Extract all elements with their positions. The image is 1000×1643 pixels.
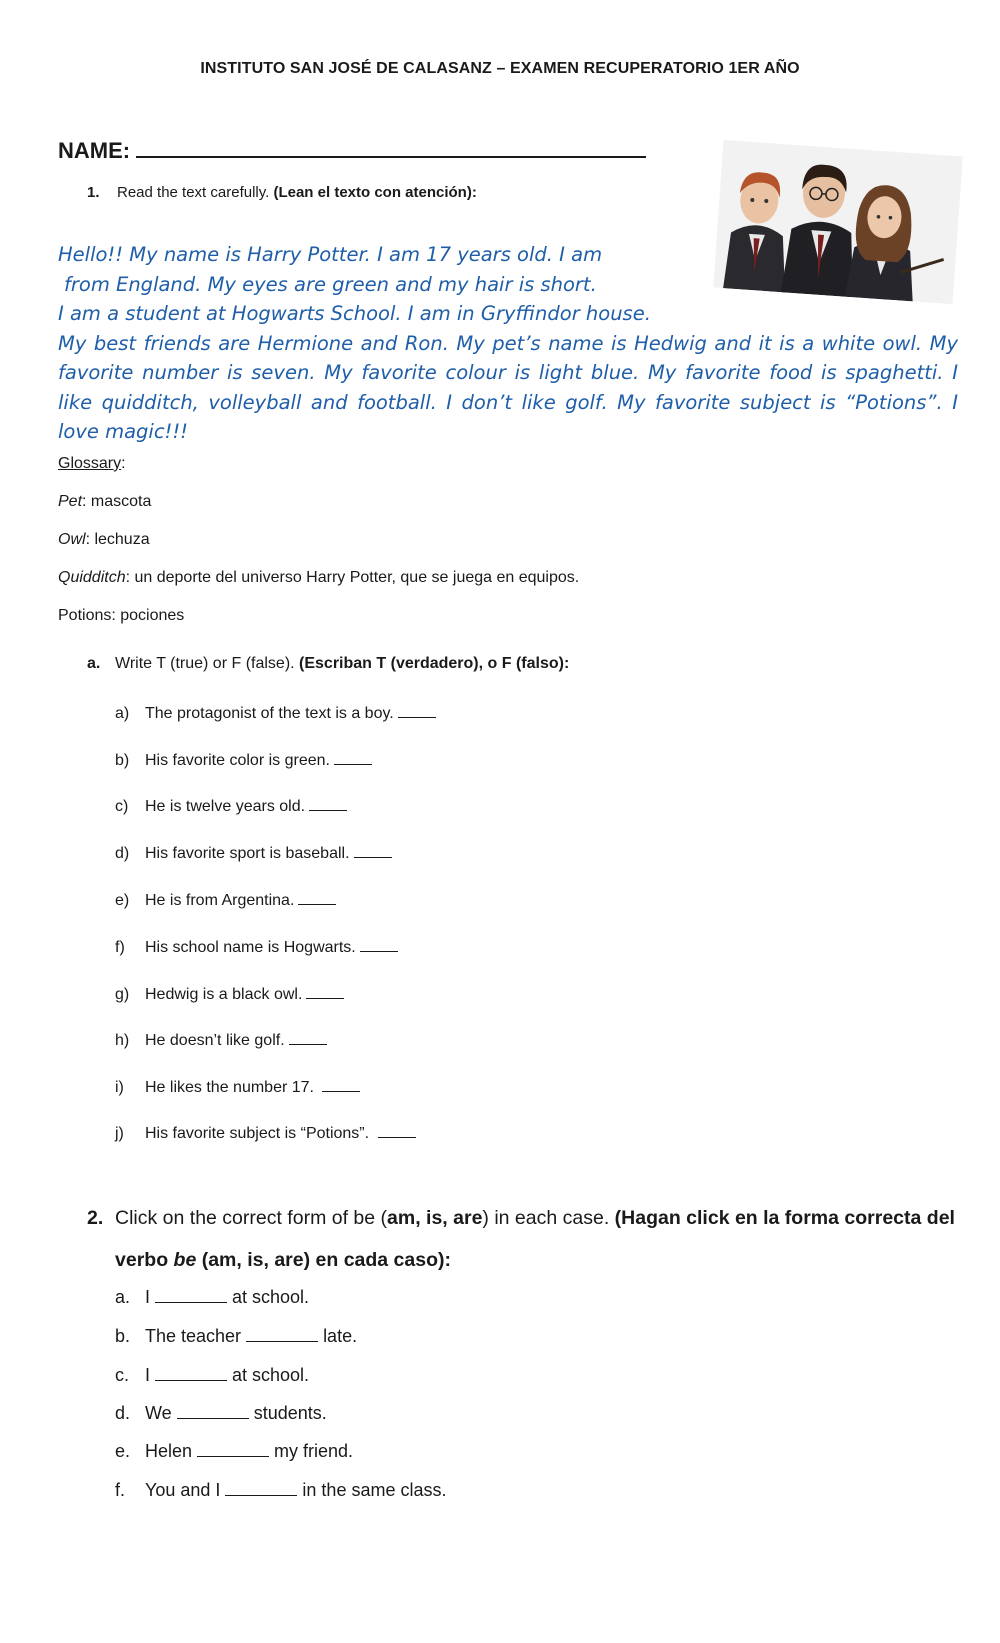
- fill-item-d: [115, 1403, 327, 1424]
- fill-item-after: late.: [323, 1326, 358, 1346]
- tf-answer-blank[interactable]: [398, 705, 436, 718]
- fill-item-letter: c.: [115, 1365, 130, 1385]
- name-label: NAME:: [58, 138, 131, 163]
- verb-answer-blank[interactable]: [246, 1327, 318, 1342]
- glossary-definition: : un deporte del universo Harry Potter, que se juega en equipos.: [125, 569, 580, 586]
- fill-item-a: [115, 1287, 309, 1308]
- fill-item-before: I: [145, 1365, 151, 1385]
- verb-answer-blank[interactable]: [155, 1366, 227, 1381]
- tf-item-h: [115, 1032, 327, 1050]
- tf-item-letter: h): [115, 1032, 130, 1049]
- fill-item-before: Helen: [145, 1441, 193, 1461]
- tf-item-text: He doesn’t like golf.: [145, 1032, 285, 1049]
- q2-text-es-part: (am, is, are) en cada caso):: [196, 1249, 451, 1271]
- tf-answer-blank[interactable]: [378, 1125, 416, 1138]
- tf-item-j: [115, 1125, 416, 1143]
- reading-text: [58, 240, 958, 447]
- fill-item-e: [115, 1441, 353, 1462]
- tf-answer-blank[interactable]: [309, 798, 347, 811]
- glossary-heading-text: Glossary: [58, 455, 122, 472]
- glossary-item-potions: Potions: pociones: [58, 607, 185, 624]
- fill-item-after: at school.: [232, 1287, 310, 1307]
- tf-item-c: [115, 798, 347, 816]
- q2-verb-be: be: [173, 1249, 197, 1271]
- tf-answer-blank[interactable]: [322, 1079, 360, 1092]
- q2-text-part: Click on the correct form of be (: [115, 1207, 388, 1229]
- tf-item-text: The protagonist of the text is a boy.: [145, 705, 394, 722]
- tf-item-text: His favorite sport is baseball.: [145, 845, 350, 862]
- tf-answer-blank[interactable]: [360, 939, 398, 952]
- glossary-term: Owl: [58, 531, 86, 548]
- tf-item-f: [115, 939, 398, 957]
- fill-item-before: You and I: [145, 1480, 221, 1500]
- tf-item-g: [115, 986, 344, 1004]
- tf-answer-blank[interactable]: [289, 1032, 327, 1045]
- glossary-definition: : lechuza: [85, 531, 150, 548]
- page-title: INSTITUTO SAN JOSÉ DE CALASANZ – EXAMEN RECUPERATORIO 1ER AÑO: [200, 60, 800, 77]
- fill-item-b: [115, 1326, 357, 1347]
- verb-answer-blank[interactable]: [177, 1404, 249, 1419]
- tf-item-letter: b): [115, 752, 130, 769]
- tf-item-text: He is from Argentina.: [145, 892, 295, 909]
- question-1-text-es: (Lean el texto con atención):: [273, 184, 477, 201]
- tf-answer-blank[interactable]: [298, 892, 336, 905]
- task-a-text-es: (Escriban T (verdadero), o F (falso):: [299, 655, 570, 672]
- question-1-instruction: [87, 184, 477, 201]
- name-field: [58, 136, 646, 164]
- task-a-number: a.: [87, 655, 101, 672]
- question-1-text: Read the text carefully.: [117, 184, 274, 201]
- verb-answer-blank[interactable]: [155, 1288, 227, 1303]
- fill-item-after: my friend.: [274, 1441, 354, 1461]
- glossary-colon: :: [121, 455, 126, 472]
- tf-item-text: Hedwig is a black owl.: [145, 986, 303, 1003]
- glossary-definition: : mascota: [82, 493, 152, 510]
- reading-line-2: from England. My eyes are green and my hair is short.: [64, 272, 597, 296]
- verb-answer-blank[interactable]: [225, 1481, 297, 1496]
- glossary-item-pet: [58, 493, 151, 511]
- tf-item-e: [115, 892, 336, 910]
- question-2-instruction: [87, 1197, 967, 1281]
- glossary-heading: [58, 455, 126, 473]
- tf-item-text: His favorite subject is “Potions”.: [145, 1125, 374, 1142]
- fill-item-letter: b.: [115, 1326, 131, 1346]
- fill-item-before: I: [145, 1287, 151, 1307]
- question-2-text: [115, 1197, 967, 1281]
- fill-item-f: [115, 1480, 446, 1501]
- fill-item-before: The teacher: [145, 1326, 242, 1346]
- tf-item-text: His school name is Hogwarts.: [145, 939, 356, 956]
- tf-item-letter: c): [115, 798, 129, 815]
- question-2-number: 2.: [87, 1207, 104, 1229]
- reading-line-1: Hello!! My name is Harry Potter. I am 17 years old. I am: [58, 243, 603, 266]
- tf-item-text: He is twelve years old.: [145, 798, 306, 815]
- fill-item-c: [115, 1365, 309, 1386]
- fill-item-letter: e.: [115, 1441, 131, 1461]
- tf-item-text: His favorite color is green.: [145, 752, 330, 769]
- task-a-instruction: [87, 655, 569, 673]
- tf-answer-blank[interactable]: [306, 986, 344, 999]
- tf-item-text: He likes the number 17.: [145, 1079, 319, 1096]
- tf-item-letter: e): [115, 892, 130, 909]
- tf-item-letter: d): [115, 845, 130, 862]
- q2-text-part: ) in each case.: [482, 1207, 615, 1229]
- tf-answer-blank[interactable]: [334, 752, 372, 765]
- tf-item-letter: g): [115, 986, 130, 1003]
- tf-answer-blank[interactable]: [354, 845, 392, 858]
- tf-item-d: [115, 845, 392, 863]
- tf-item-letter: f): [115, 939, 125, 956]
- task-a-text: Write T (true) or F (false).: [115, 655, 300, 672]
- tf-item-a: [115, 705, 436, 723]
- glossary-term: Quidditch: [58, 569, 126, 586]
- verb-answer-blank[interactable]: [197, 1442, 269, 1457]
- fill-item-letter: a.: [115, 1287, 131, 1307]
- q2-verb-forms: am, is, are: [387, 1207, 483, 1229]
- fill-item-letter: f.: [115, 1480, 126, 1500]
- reading-line-3: I am a student at Hogwarts School. I am in Gryffindor house.: [58, 302, 651, 325]
- fill-item-after: in the same class.: [302, 1480, 447, 1500]
- tf-item-letter: i): [115, 1079, 124, 1096]
- question-1-number: 1.: [87, 184, 100, 201]
- q2-text-es-part: (Hagan click en la forma correcta del verbo: [115, 1207, 955, 1271]
- reading-paragraph: My best friends are Hermione and Ron. My pet’s name is Hedwig and it is a white owl. My favorite number is seven. My favorite colour is light blue. My favorite food is spaghetti. I like quidditch, volleyball and football. I don’t like golf. My favorite subject is “Potions”. I love magic!!!: [58, 331, 958, 443]
- tf-item-letter: a): [115, 705, 130, 722]
- fill-item-before: We: [145, 1403, 172, 1423]
- name-blank-line: [136, 136, 646, 158]
- glossary-term: Pet: [58, 493, 83, 510]
- tf-item-letter: j): [115, 1125, 124, 1142]
- tf-item-i: [115, 1079, 360, 1097]
- fill-item-after: students.: [253, 1403, 327, 1423]
- glossary-item-quidditch: [58, 569, 579, 587]
- fill-item-after: at school.: [232, 1365, 310, 1385]
- tf-item-b: [115, 752, 372, 770]
- glossary-item-owl: [58, 531, 150, 549]
- fill-item-letter: d.: [115, 1403, 131, 1423]
